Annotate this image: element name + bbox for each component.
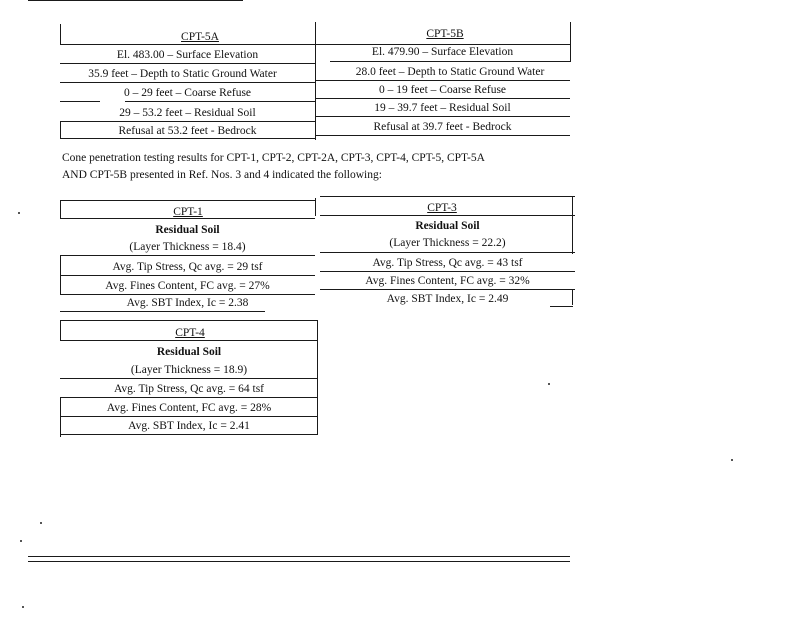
divider bbox=[60, 397, 318, 398]
divider bbox=[60, 200, 61, 218]
bottom-rule bbox=[28, 561, 570, 562]
cpt1-row: Avg. SBT Index, Ic = 2.38 bbox=[126, 297, 249, 309]
cpt5a-row: Refusal at 53.2 feet - Bedrock bbox=[118, 125, 257, 137]
divider bbox=[60, 138, 315, 139]
cpt1-thickness: (Layer Thickness = 18.4) bbox=[129, 241, 246, 253]
divider bbox=[60, 320, 318, 321]
cpt4-soil: Residual Soil bbox=[156, 346, 222, 358]
divider bbox=[315, 198, 316, 216]
divider bbox=[320, 196, 575, 197]
paragraph-line-2: AND CPT-5B presented in Ref. Nos. 3 and 4 indicated the following: bbox=[62, 169, 382, 181]
divider bbox=[60, 416, 318, 417]
cpt4-row: Avg. SBT Index, Ic = 2.41 bbox=[128, 420, 250, 432]
cpt3-row: Avg. Fines Content, FC avg. = 32% bbox=[365, 275, 530, 287]
divider bbox=[320, 252, 575, 253]
cpt4-title: CPT-4 bbox=[175, 327, 205, 339]
divider bbox=[60, 121, 315, 122]
cpt5a-title: CPT-5A bbox=[181, 31, 219, 43]
cpt5b-row: 0 – 19 feet – Coarse Refuse bbox=[378, 84, 507, 96]
cpt1-row: Avg. Fines Content, FC avg. = 27% bbox=[105, 280, 270, 292]
divider bbox=[60, 63, 315, 64]
paragraph-line-1: Cone penetration testing results for CPT-1, CPT-2, CPT-2A, CPT-3, CPT-4, CPT-5, CPT-5A bbox=[62, 152, 485, 164]
scan-speck bbox=[22, 606, 24, 608]
scan-speck bbox=[20, 540, 22, 542]
top-rule bbox=[28, 0, 243, 1]
scan-speck bbox=[731, 459, 733, 461]
scan-speck bbox=[40, 522, 42, 524]
cpt5a-row: 0 – 29 feet – Coarse Refuse bbox=[123, 87, 252, 99]
divider bbox=[60, 434, 318, 435]
cpt3-row: Avg. Tip Stress, Qc avg. = 43 tsf bbox=[372, 257, 523, 269]
divider bbox=[315, 80, 570, 81]
cpt5a-row: El. 483.00 – Surface Elevation bbox=[116, 49, 259, 61]
divider bbox=[320, 215, 575, 216]
divider bbox=[60, 340, 318, 341]
cpt5b-title: CPT-5B bbox=[426, 28, 464, 40]
cpt3-thickness: (Layer Thickness = 22.2) bbox=[389, 237, 506, 249]
divider bbox=[60, 378, 318, 379]
divider bbox=[60, 24, 61, 44]
intro-paragraph bbox=[62, 150, 562, 184]
divider bbox=[60, 218, 315, 219]
cpt5b-row: Refusal at 39.7 feet - Bedrock bbox=[373, 121, 512, 133]
divider bbox=[550, 306, 573, 307]
cpt5b-row: 19 – 39.7 feet – Residual Soil bbox=[374, 102, 511, 114]
divider bbox=[60, 320, 61, 340]
bottom-rule bbox=[28, 556, 570, 557]
divider bbox=[320, 289, 575, 290]
divider bbox=[125, 101, 315, 102]
cpt5a-row: 35.9 feet – Depth to Static Ground Water bbox=[88, 68, 277, 80]
divider bbox=[60, 82, 315, 83]
divider bbox=[320, 271, 575, 272]
divider bbox=[60, 275, 315, 276]
divider bbox=[60, 294, 315, 295]
divider bbox=[330, 61, 570, 62]
scan-speck bbox=[548, 383, 550, 385]
cpt3-soil: Residual Soil bbox=[415, 220, 480, 232]
cpt4-row: Avg. Fines Content, FC avg. = 28% bbox=[106, 402, 272, 414]
divider bbox=[570, 22, 571, 62]
cpt5b-row: 28.0 feet – Depth to Static Ground Water bbox=[355, 66, 545, 78]
divider bbox=[315, 116, 570, 117]
cpt1-row: Avg. Tip Stress, Qc avg. = 29 tsf bbox=[112, 261, 263, 273]
cpt3-row: Avg. SBT Index, Ic = 2.49 bbox=[386, 293, 509, 305]
divider bbox=[315, 135, 570, 136]
divider bbox=[60, 101, 100, 102]
divider bbox=[315, 98, 570, 99]
cpt3-title: CPT-3 bbox=[427, 202, 457, 214]
cpt1-soil: Residual Soil bbox=[155, 224, 220, 236]
cpt4-thickness: (Layer Thickness = 18.9) bbox=[130, 364, 248, 376]
cpt5a-row: 29 – 53.2 feet – Residual Soil bbox=[119, 107, 256, 119]
scan-speck bbox=[18, 212, 20, 214]
cpt1-title: CPT-1 bbox=[173, 206, 203, 218]
cpt4-row: Avg. Tip Stress, Qc avg. = 64 tsf bbox=[113, 383, 265, 395]
divider bbox=[60, 200, 315, 201]
divider bbox=[60, 311, 265, 312]
divider bbox=[60, 255, 315, 256]
cpt5b-row: El. 479.90 – Surface Elevation bbox=[371, 46, 514, 58]
